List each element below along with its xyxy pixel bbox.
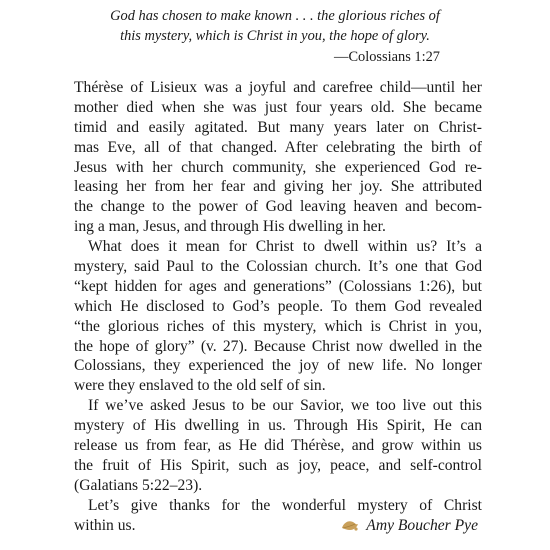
epigraph-reference: —Colossians 1:27 <box>334 49 440 65</box>
paragraph-3 <box>74 396 482 495</box>
paragraph-line: mas Eve, all of that changed. After celebrating the birth of <box>74 138 482 156</box>
leaf-icon <box>340 519 360 533</box>
paragraph-line: the change to the power of God leaving heaven and becom- <box>74 198 482 216</box>
paragraph-line: the hope of glory” (v. 27). Because Christ now dwelled in the <box>74 337 482 355</box>
paragraph-line: Jesus with her church community, she experienced God re- <box>74 158 482 176</box>
paragraph-2 <box>74 237 482 396</box>
paragraph-line: Let’s give thanks for the wonderful mystery of Christ <box>88 496 482 514</box>
epigraph <box>70 6 480 46</box>
signoff-row <box>74 516 482 536</box>
paragraph-line: ing a man, Jesus, and through His dwelling in her. <box>74 218 386 236</box>
paragraph-line: mystery of His dwelling in us. Through His Spirit, He can <box>74 417 482 435</box>
closing-line: within us. <box>74 516 136 534</box>
paragraph-line: What does it mean for Christ to dwell within us? It’s a <box>88 238 482 256</box>
paragraph-line: “the glorious riches of this mystery, which is Christ in you, <box>74 317 482 335</box>
paragraph-line: Thérèse of Lisieux was a joyful and carefree child—until her <box>74 79 482 96</box>
paragraph-line: leasing her from her fear and giving her joy. She attributed <box>74 178 482 196</box>
paragraph-line: release us from fear, as He did Thérèse, and grow within us <box>74 437 482 455</box>
paragraph-line: mystery, said Paul to the Colossian church. It’s one that God <box>74 258 482 276</box>
paragraph-line: which He disclosed to God’s people. To them God revealed <box>74 297 482 315</box>
devotional-body <box>74 78 482 535</box>
paragraph-line: were they enslaved to the old self of sin. <box>74 377 326 395</box>
paragraph-4 <box>74 496 482 536</box>
paragraph-line: (Galatians 5:22–23). <box>74 476 203 494</box>
paragraph-line: If we’ve asked Jesus to be our Savior, we too live out this <box>88 397 482 415</box>
paragraph-1 <box>74 78 482 237</box>
epigraph-line-1: God has chosen to make known . . . the glorious riches of <box>110 8 440 24</box>
paragraph-line: “kept hidden for ages and generations” (Colossians 1:26), but <box>74 277 482 295</box>
epigraph-line-2: this mystery, which is Christ in you, the hope of glory. <box>120 28 430 44</box>
paragraph-line: Colossians, they experienced the joy of new life. No longer <box>74 357 482 375</box>
author-name: Amy Boucher Pye <box>366 516 478 534</box>
author-byline <box>340 516 478 536</box>
paragraph-line: the fruit of His Spirit, such as joy, peace, and self-control <box>74 456 482 474</box>
paragraph-line: mother died when she was just four years old. She became <box>74 98 482 116</box>
paragraph-line: timid and easily agitated. But many years later on Christ- <box>74 118 482 136</box>
